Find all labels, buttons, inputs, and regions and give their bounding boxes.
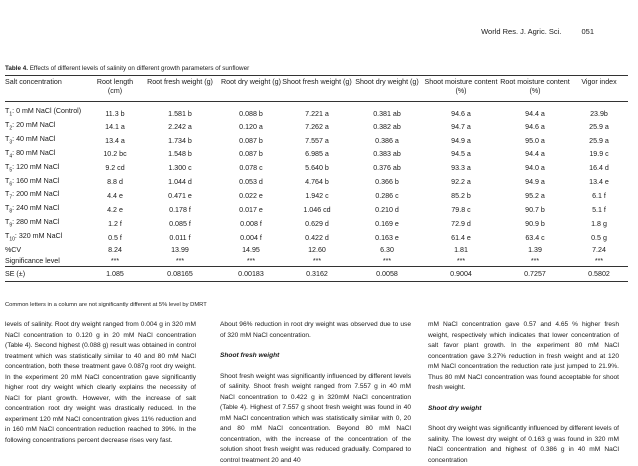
table-cell: 7.557 a <box>282 134 352 148</box>
treatment-label <box>5 148 90 162</box>
table-row <box>5 134 628 148</box>
table-cell: 0.383 ab <box>352 148 422 162</box>
table-cell: 1.81 <box>422 245 500 256</box>
col-header: Vigor index <box>570 76 628 102</box>
treatment-label <box>5 217 90 231</box>
table-cell: 0.5 f <box>90 231 140 245</box>
treatment-index: 4 <box>9 153 12 159</box>
treatment-label <box>5 162 90 176</box>
table-cell: 95.0 a <box>500 134 570 148</box>
table-cell: 0.087 b <box>220 148 282 162</box>
table-cell: 0.087 b <box>220 134 282 148</box>
table-cell: 90.9 b <box>500 217 570 231</box>
summary-row-se <box>5 267 628 282</box>
table-cell: 19.9 c <box>570 148 628 162</box>
table-cell: Significance level <box>5 256 90 267</box>
table-cell: 0.004 f <box>220 231 282 245</box>
table-cell: 0.5802 <box>570 267 628 282</box>
col-header: Shoot fresh weight (g) <box>282 76 352 102</box>
treatment-text: : 320 mM NaCl <box>15 232 62 240</box>
table-cell: 7.24 <box>570 245 628 256</box>
table-cell: 0.00183 <box>220 267 282 282</box>
table-cell: 0.088 b <box>220 102 282 120</box>
table-cell: 0.078 c <box>220 162 282 176</box>
treatment-label <box>5 189 90 203</box>
table-cell: 1.046 cd <box>282 203 352 217</box>
paragraph: Shoot fresh weight was significantly influenced by different levels of salinity. Shoot fresh weight ranged from 7.557 g in 40 mM NaCl concentration to 0.422 g in 320mM NaCl concentration (Table 4). Highest of 7.557 g shoot fresh weight was found in 40 mM NaCl concentration which was statistically similar with 0, 20 and 80 mM NaCl concentration. Beyond 80 mM NaCl concentration, with the increase of the concentration of the solution shoot fresh weight was reduced gradually. Compared to control treatment 20 and 40 <box>220 372 411 466</box>
table-cell: 10.2 bc <box>90 148 140 162</box>
treatment-label <box>5 134 90 148</box>
table-cell: 0.163 e <box>352 231 422 245</box>
treatment-label <box>5 231 90 245</box>
table-caption-text: Effects of different levels of salinity on different growth parameters of sunflower <box>30 65 249 72</box>
treatment-text: : 200 mM NaCl <box>12 190 59 198</box>
text-column-3 <box>428 320 619 466</box>
table-cell: 94.4 a <box>500 102 570 120</box>
treatment-text: : 40 mM NaCl <box>12 135 55 143</box>
table-cell: 72.9 d <box>422 217 500 231</box>
treatment-index: 8 <box>9 209 12 215</box>
table-cell: 7.221 a <box>282 102 352 120</box>
paragraph: Shoot dry weight was significantly influenced by different levels of salinity. The lowest dry weight of 0.163 g was found in 320 mM NaCl concentration and highest of 0.386 g in 40 mM NaCl concentration <box>428 424 619 466</box>
treatment-label <box>5 176 90 190</box>
table-cell: 1.581 b <box>140 102 220 120</box>
table-cell: 94.6 a <box>500 120 570 134</box>
col-header: Root length (cm) <box>90 76 140 102</box>
table-cell: 0.178 f <box>140 203 220 217</box>
treatment-index: 10 <box>9 237 15 243</box>
table-cell: 2.242 a <box>140 120 220 134</box>
table-cell: 9.2 cd <box>90 162 140 176</box>
table-cell: 5.1 f <box>570 203 628 217</box>
table-cell: 4.764 b <box>282 176 352 190</box>
table-cell: 5.640 b <box>282 162 352 176</box>
table-cell: 0.366 b <box>352 176 422 190</box>
table-cell: 14.1 a <box>90 120 140 134</box>
col-header: Shoot dry weight (g) <box>352 76 422 102</box>
table-cell: 0.286 c <box>352 189 422 203</box>
table-cell: 1.942 c <box>282 189 352 203</box>
results-table <box>5 75 628 282</box>
table-cell: 94.9 a <box>422 134 500 148</box>
treatment-code: T <box>5 232 9 240</box>
table-row <box>5 217 628 231</box>
table-cell: 0.022 e <box>220 189 282 203</box>
treatment-text: : 280 mM NaCl <box>12 218 59 226</box>
table-cell: 16.4 d <box>570 162 628 176</box>
treatment-text: : 80 mM NaCl <box>12 149 55 157</box>
treatment-index: 9 <box>9 223 12 229</box>
table-cell: 92.2 a <box>422 176 500 190</box>
table-footnote: Common letters in a column are not significantly different at 5% level by DMRT <box>5 302 207 308</box>
treatment-code: T <box>5 107 9 115</box>
table-cell: 1.8 g <box>570 217 628 231</box>
table-cell: 1.044 d <box>140 176 220 190</box>
table-cell: 13.4 a <box>90 134 140 148</box>
paragraph: levels of salinity. Root dry weight ranged from 0.004 g in 320 mM NaCl concentration to 0.120 g in 20 mM NaCl concentration (Table 4). Second highest (0.088 g) result was obtained in control treatment which was statistically similar to 40 and 80 mM NaCl concentration, both these treatment gave 0.087g root dry weight. In the experiment 20 mM NaCl concentration gave significantly higher root dry weight which clearly explains the necessity of NaCl for plant growth. However, with the increase of salt concentration root dry weight was drastically reduced. In the experiment 120 mM NaCl concentration gives 11% reduction and in 160 mM NaCl concentration reduction reached to 39%. In the following concentrations percent decrease rises very fast. <box>5 320 196 446</box>
table-cell: 95.2 a <box>500 189 570 203</box>
table-caption-label: Table 4. <box>5 65 28 72</box>
col-header: Shoot moisture content (%) <box>422 76 500 102</box>
table-cell: 25.9 a <box>570 134 628 148</box>
table-cell: 8.24 <box>90 245 140 256</box>
treatment-code: T <box>5 177 9 185</box>
treatment-code: T <box>5 121 9 129</box>
table-cell: 6.1 f <box>570 189 628 203</box>
table-cell: 0.9004 <box>422 267 500 282</box>
table-cell: *** <box>90 256 140 267</box>
table-cell: 94.9 a <box>500 176 570 190</box>
table-row <box>5 120 628 134</box>
table-row <box>5 231 628 245</box>
table-cell: 0.3162 <box>282 267 352 282</box>
page-number: 051 <box>581 27 594 36</box>
text-column-1 <box>5 320 196 446</box>
table-cell: %CV <box>5 245 90 256</box>
treatment-code: T <box>5 218 9 226</box>
table-cell: 0.169 e <box>352 217 422 231</box>
table-cell: 0.376 ab <box>352 162 422 176</box>
table-cell: 4.2 e <box>90 203 140 217</box>
table-cell: 4.4 e <box>90 189 140 203</box>
table-cell: 13.4 e <box>570 176 628 190</box>
journal-name: World Res. J. Agric. Sci. <box>481 27 561 36</box>
table-cell: 93.3 a <box>422 162 500 176</box>
table-cell: 0.053 d <box>220 176 282 190</box>
table-cell: 0.017 e <box>220 203 282 217</box>
table-cell: 79.8 c <box>422 203 500 217</box>
table-cell: 61.4 e <box>422 231 500 245</box>
table-cell: 6.30 <box>352 245 422 256</box>
summary-row-sig <box>5 256 628 267</box>
table-cell: 0.7257 <box>500 267 570 282</box>
table-cell: 0.0058 <box>352 267 422 282</box>
table-row <box>5 162 628 176</box>
table-cell: 0.381 ab <box>352 102 422 120</box>
table-cell: 0.011 f <box>140 231 220 245</box>
paragraph: About 96% reduction in root dry weight was observed due to use of 320 mM NaCl concentration. <box>220 320 411 341</box>
table-cell: 0.008 f <box>220 217 282 231</box>
table-cell: 90.7 b <box>500 203 570 217</box>
table-cell: 6.985 a <box>282 148 352 162</box>
table-cell: *** <box>282 256 352 267</box>
table-cell: 0.382 ab <box>352 120 422 134</box>
col-header: Root fresh weight (g) <box>140 76 220 102</box>
table-row <box>5 102 628 120</box>
table-cell: 94.7 a <box>422 120 500 134</box>
treatment-label <box>5 102 90 120</box>
col-header: Salt concentration <box>5 76 90 102</box>
table-cell: 1.085 <box>90 267 140 282</box>
table-cell: 12.60 <box>282 245 352 256</box>
table-cell: *** <box>500 256 570 267</box>
treatment-index: 2 <box>9 125 12 131</box>
table-cell: 94.4 a <box>500 148 570 162</box>
table-cell: 13.99 <box>140 245 220 256</box>
table-row <box>5 189 628 203</box>
treatment-code: T <box>5 163 9 171</box>
table-cell: 0.386 a <box>352 134 422 148</box>
table-cell: 1.734 b <box>140 134 220 148</box>
table-cell: *** <box>140 256 220 267</box>
paragraph: mM NaCl concentration gave 0.57 and 4.65 % higher fresh weight, respectively which indicates that lower concentration of salt favor plant growth. In the experiment 80 mM NaCl concentration gave 3.27% reduction in fresh weight and at 120 mM NaCl concentration the reduction rate just jumped to 21.9%. Thus 80 mM NaCl concentration was found acceptable for shoot fresh weight. <box>428 320 619 394</box>
table-cell: *** <box>220 256 282 267</box>
col-header: Root moisture content (%) <box>500 76 570 102</box>
treatment-index: 6 <box>9 181 12 187</box>
col-header: Root dry weight (g) <box>220 76 282 102</box>
table-cell: *** <box>352 256 422 267</box>
table-cell: 11.3 b <box>90 102 140 120</box>
table-cell: 8.8 d <box>90 176 140 190</box>
table-row <box>5 203 628 217</box>
table-cell: 85.2 b <box>422 189 500 203</box>
table-cell: 7.262 a <box>282 120 352 134</box>
treatment-code: T <box>5 190 9 198</box>
table-cell: SE (±) <box>5 267 90 282</box>
treatment-label <box>5 203 90 217</box>
treatment-text: : 240 mM NaCl <box>12 204 59 212</box>
treatment-index: 5 <box>9 167 12 173</box>
table-row <box>5 148 628 162</box>
treatment-label <box>5 120 90 134</box>
section-heading: Shoot dry weight <box>428 404 619 415</box>
treatment-code: T <box>5 135 9 143</box>
table-cell: 1.2 f <box>90 217 140 231</box>
treatment-index: 7 <box>9 195 12 201</box>
table-cell: 23.9b <box>570 102 628 120</box>
table-cell: 94.0 a <box>500 162 570 176</box>
table-cell: 63.4 c <box>500 231 570 245</box>
table-cell: *** <box>570 256 628 267</box>
treatment-index: 1 <box>9 111 12 117</box>
treatment-code: T <box>5 204 9 212</box>
table-header-row <box>5 76 628 102</box>
table-cell: 14.95 <box>220 245 282 256</box>
table-cell: 1.548 b <box>140 148 220 162</box>
treatment-code: T <box>5 149 9 157</box>
table-cell: *** <box>422 256 500 267</box>
table-cell: 0.629 d <box>282 217 352 231</box>
table-cell: 0.471 e <box>140 189 220 203</box>
table-cell: 0.120 a <box>220 120 282 134</box>
table-cell: 0.085 f <box>140 217 220 231</box>
section-heading: Shoot fresh weight <box>220 351 411 362</box>
treatment-index: 3 <box>9 139 12 145</box>
table-row <box>5 176 628 190</box>
summary-row-cv <box>5 245 628 256</box>
page-header <box>481 27 594 36</box>
table-cell: 0.210 d <box>352 203 422 217</box>
table-cell: 0.08165 <box>140 267 220 282</box>
table-cell: 25.9 a <box>570 120 628 134</box>
table-cell: 0.422 d <box>282 231 352 245</box>
table-cell: 94.6 a <box>422 102 500 120</box>
table-cell: 1.39 <box>500 245 570 256</box>
table-cell: 94.5 a <box>422 148 500 162</box>
treatment-text: : 120 mM NaCl <box>12 163 59 171</box>
table-cell: 0.5 g <box>570 231 628 245</box>
table-caption <box>5 65 249 72</box>
treatment-text: : 160 mM NaCl <box>12 177 59 185</box>
text-column-2 <box>220 320 411 466</box>
table-cell: 1.300 c <box>140 162 220 176</box>
treatment-text: : 0 mM NaCl (Control) <box>12 107 81 115</box>
treatment-text: : 20 mM NaCl <box>12 121 55 129</box>
